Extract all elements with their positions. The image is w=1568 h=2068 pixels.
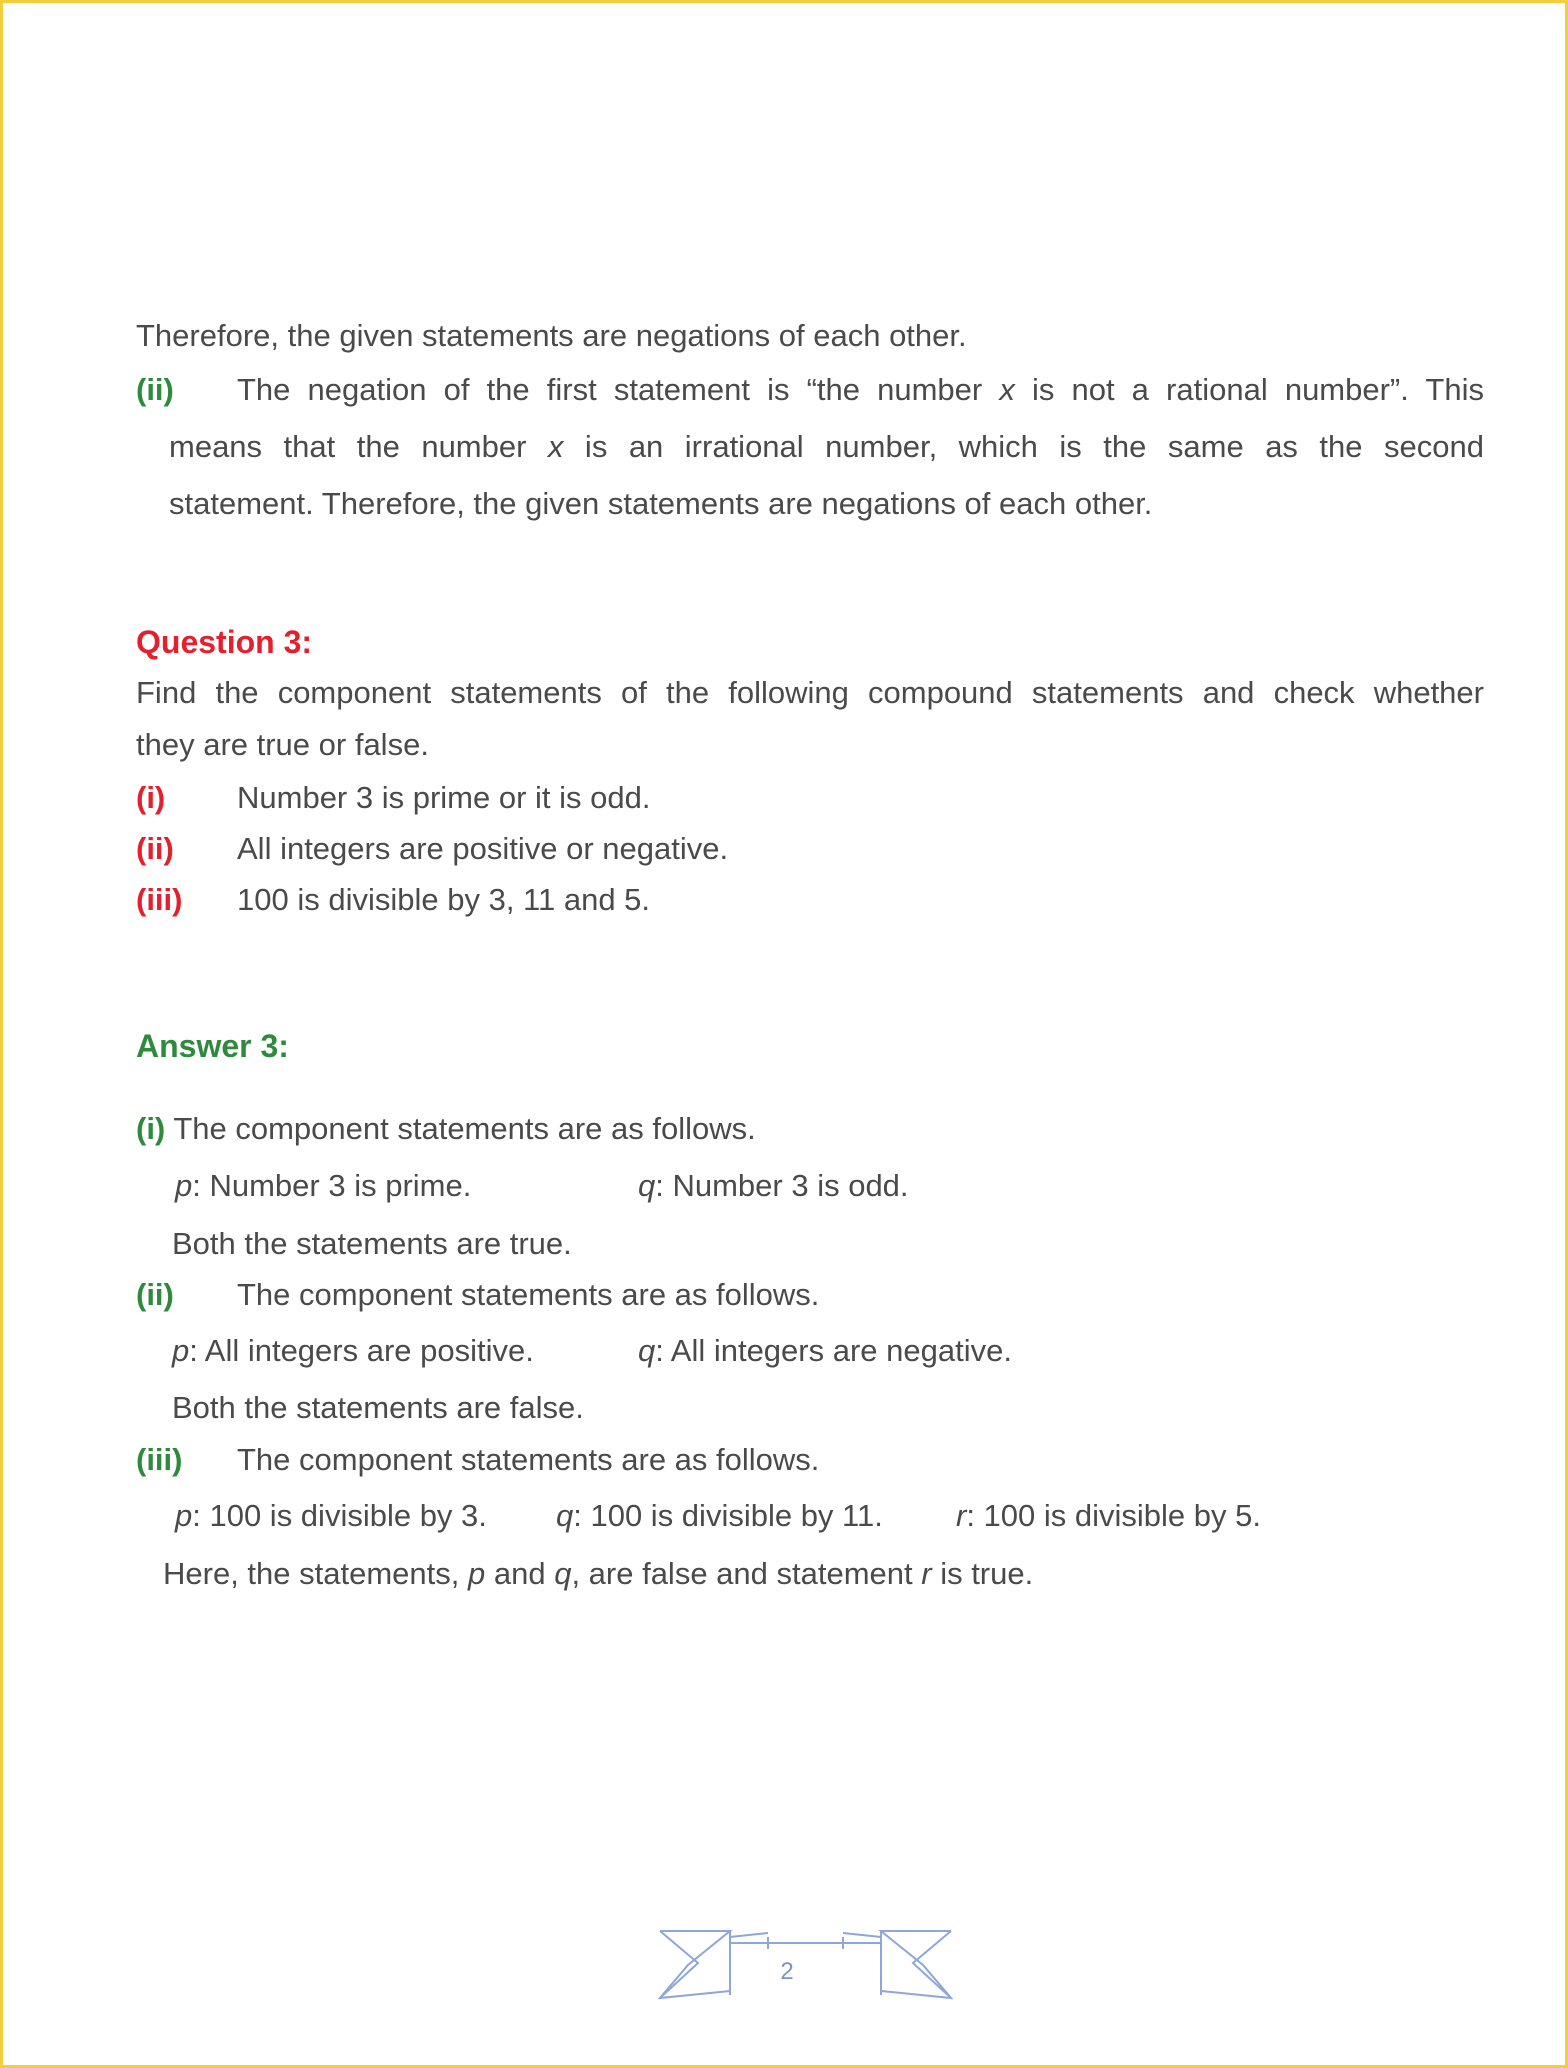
answer-ii-intro: The component statements are as follows. (237, 1277, 820, 1312)
part-ii-label: (ii) (136, 372, 174, 407)
part-ii-line3: statement. Therefore, the given statements are negations of each other. (169, 486, 1153, 521)
q-variable: q (556, 1498, 574, 1533)
question-prompt-line2: they are true or false. (136, 727, 429, 762)
answer-iii-p (175, 1497, 487, 1535)
q-variable: q (638, 1333, 656, 1368)
p-statement: : All integers are positive. (189, 1333, 534, 1368)
answer-ii-q (638, 1332, 1012, 1370)
r-statement: : 100 is divisible by 5. (966, 1498, 1261, 1533)
q-variable: q (554, 1556, 572, 1591)
question-heading: Question 3: (136, 624, 313, 660)
conclusion-part: is true. (931, 1556, 1034, 1591)
p-variable: p (175, 1498, 193, 1533)
p-statement: : 100 is divisible by 3. (192, 1498, 487, 1533)
p-variable: p (172, 1333, 190, 1368)
question-item-label: (iii) (136, 882, 183, 917)
answer-iii-q (556, 1497, 883, 1535)
question-item-label: (i) (136, 780, 166, 815)
answer-iii-r (956, 1497, 1261, 1535)
answer-ii-label: (ii) (136, 1277, 174, 1312)
answer-heading: Answer 3: (136, 1028, 289, 1064)
conclusion-part: , are false and statement (571, 1556, 922, 1591)
r-variable: r (956, 1498, 967, 1533)
answer-ii-conclusion: Both the statements are false. (172, 1390, 584, 1425)
answer-i-label: (i) (136, 1111, 166, 1146)
answer-i-intro (136, 1110, 756, 1148)
answer-ii-p (172, 1332, 534, 1370)
question-item-text: All integers are positive or negative. (237, 831, 729, 866)
part-ii-line1: The negation of the first statement is “the number x is not a rational number”. This (237, 372, 1484, 407)
answer-i-conclusion: Both the statements are true. (172, 1226, 572, 1261)
conclusion-part: and (485, 1556, 555, 1591)
q-statement: : All integers are negative. (655, 1333, 1012, 1368)
answer-iii-conclusion (163, 1555, 1033, 1593)
question-item-text: Number 3 is prime or it is odd. (237, 780, 651, 815)
question-prompt-line1: Find the component statements of the following compound statements and check whether (136, 675, 1484, 710)
answer-iii-intro: The component statements are as follows. (237, 1442, 820, 1477)
intro-conclusion: Therefore, the given statements are negations of each other. (136, 318, 967, 353)
r-variable: r (921, 1556, 932, 1591)
conclusion-part: Here, the statements, (163, 1556, 468, 1591)
p-statement: : Number 3 is prime. (192, 1168, 472, 1203)
question-item-text: 100 is divisible by 3, 11 and 5. (237, 882, 651, 917)
answer-i-intro-text: The component statements are as follows. (173, 1111, 756, 1146)
answer-iii-label: (iii) (136, 1442, 183, 1477)
p-variable: p (175, 1168, 193, 1203)
answer-i-q (638, 1167, 909, 1205)
answer-i-p (175, 1167, 471, 1205)
question-item-label: (ii) (136, 831, 174, 866)
page-number: 2 (780, 1958, 794, 1985)
p-variable: p (467, 1556, 486, 1591)
part-ii-line2: means that the number x is an irrational number, which is the same as the second (169, 429, 1484, 464)
q-variable: q (638, 1168, 656, 1203)
q-statement: : Number 3 is odd. (655, 1168, 909, 1203)
q-statement: : 100 is divisible by 11. (573, 1498, 883, 1533)
